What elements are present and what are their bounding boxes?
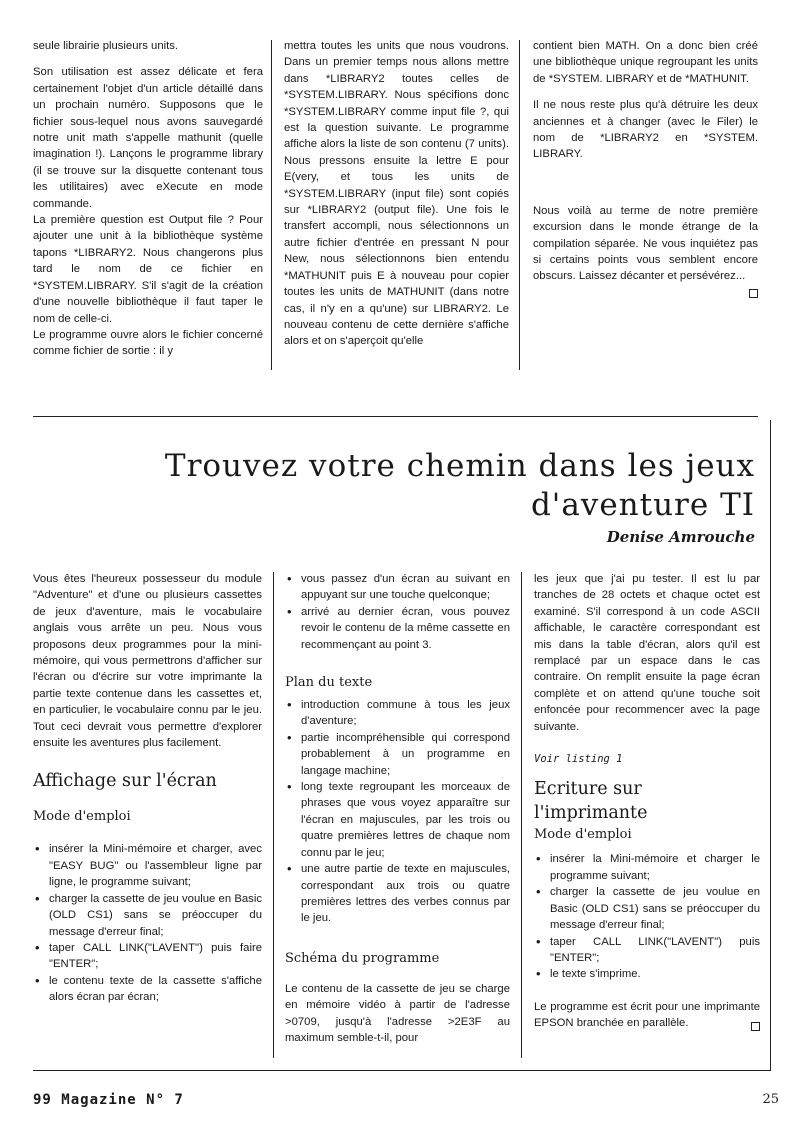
paragraph: mettra toutes les units que nous voudrons. Dans un premier temps nous allons mettre dans *LIBRARY2 toutes celles de *SYSTEM.LIBRARY. Nous spécifions donc *SYSTEM.LIBRARY comme input file ?, qui est la question suivante. Le programme affiche alors la liste de son contenu (7 units). Nous pressons ensuite la lettre E pour E(very, et tous les units de *SYSTEM.LIBRARY (input file) sont copiés sur *LIBRARY2 (output file). Une fois le transfert accompli, nous sélectionnons un autre fichier d'entrée en pressant N pour New, nous sélectionnons bien entendu *MATHUNIT puis E à nouveau pour copier toutes les units de MATHUNIT (dans notre cas, il n'y en a qu'une) sur LIBRARY2. Le nouveau contenu de cette dernière s'affiche alors et on s'aperçoit qu'elle [284, 40, 509, 348]
instruction-list [33, 841, 262, 1005]
paragraph: Le programme est écrit pour une imprimante EPSON branchée en parallèle. [534, 1000, 760, 1030]
paragraph: Nous voilà au terme de notre première excursion dans le monde étrange de la compilation séparée. Ne vous inquiétez pas si certains points vous semblent encore obscurs. Laissez décanter et persévérez... [533, 204, 758, 283]
paragraph: seule librairie plusieurs units. [33, 40, 179, 52]
section-heading: Affichage sur l'écran [33, 771, 217, 792]
top-column-3 [533, 38, 758, 303]
article-column-2 [285, 571, 510, 1046]
intro-paragraph: Vous êtes l'heureux possesseur du module "Adventure" et d'une ou plusieurs cassettes de jeux d'aventure, mais le vocabulaire anglais vous arrête un peu. Nous vous proposons deux programmes pour la mini-mémoire, qui vous permettrons d'afficher sur l'écran ou d'écrire sur votre imprimante la partie texte contenue dans les cassettes et, en particulier, le vocabulaire connu par le jeu. Tout ceci devrait vous permettre d'explorer ensuite les aventures plus facilement. [33, 573, 262, 750]
listing-reference: Voir listing 1 [534, 753, 623, 766]
paragraph: les jeux que j'ai pu tester. Il est lu par tranches de 28 octets et chaque octet est examiné. S'il correspond à un code ASCII affichable, le caractère correspondant est mis dans la table d'écran, alors qu'il est remplacé par un espace dans le cas contraire. On remplit ensuite la page écran complète et on attend qu'une touche soit enfoncée pour recommencer avec la page suivante. [534, 573, 760, 733]
top-column-1 [33, 38, 263, 360]
list-item: • insérer la Mini-mémoire et charger, avec "EASY BUG" ou l'assembleur ligne par ligne, le programme suivant; [49, 841, 262, 890]
paragraph: contient bien MATH. On a donc bien créé une bibliothèque unique regroupant les units de *SYSTEM. LIBRARY et de *MATHUNIT. [533, 40, 758, 85]
magazine-name: 99 Magazine N° 7 [33, 1092, 184, 1108]
article-title [35, 447, 755, 525]
list-item: • long texte regroupant les morceaux de phrases que vous voyez apparaître sur l'écran en majuscules, par les trois ou quatre premières lettres de chaque nom connu par le jeu; [301, 779, 510, 861]
section-divider [33, 416, 758, 417]
list-item: • une autre partie de texte en majuscules, correspondant aux trois ou quatre premières lettres des verbes connus par le jeu. [301, 861, 510, 927]
list-item: • insérer la Mini-mémoire et charger le programme suivant; [550, 851, 760, 884]
list-item: • introduction commune à tous les jeux d'aventure; [301, 697, 510, 730]
top-column-2 [284, 38, 509, 350]
list-item: • arrivé au dernier écran, vous pouvez revoir le contenu de la même cassette en recommençant au point 3. [301, 604, 510, 653]
page-number: 25 [762, 1092, 779, 1107]
subsection-heading: Plan du texte [285, 675, 373, 691]
paragraph: Le programme ouvre alors le fichier concerné comme fichier de sortie : il y [33, 328, 263, 358]
article-column-3 [534, 571, 760, 1036]
list-item: • taper CALL LINK("LAVENT") puis faire "ENTER"; [49, 940, 262, 973]
column-divider [521, 572, 522, 1058]
subsection-heading: Mode d'emploi [33, 809, 131, 825]
plan-list [285, 697, 510, 927]
paragraph: La première question est Output file ? Pour ajouter une unit à la bibliothèque système tapons *LIBRARY2. Nous changerons plus tard le nom de ce fichier en *SYSTEM.LIBRARY. S'il s'agit de la création d'une nouvelle bibliothèque il faut taper le nom de celle-ci. [33, 214, 263, 325]
heading-line: Ecriture sur [534, 779, 642, 800]
paragraph: Le contenu de la cassette de jeu se charge en mémoire vidéo à partir de l'adresse >0709, jusqu'à l'adresse >2E3F au maximum semble-t-il, pour [285, 982, 510, 1044]
list-item: • partie incompréhensible qui correspond probablement à un programme en langage machine; [301, 730, 510, 779]
article-author: Denise Amrouche [606, 528, 755, 546]
list-item: • le texte s'imprime. [550, 966, 760, 982]
title-line: Trouvez votre chemin dans les jeux [164, 448, 755, 484]
frame-line [770, 420, 771, 1070]
column-divider [273, 572, 274, 1058]
paragraph: Son utilisation est assez délicate et fera certainement l'objet d'un article détaillé dans un prochain numéro. Supposons que le fichier sous-lequel nous avons sauvegardé notre unit math s'appelle mathunit (quelle imagination !). Lançons le programme library (il se trouve sur la disquette contenant tous les utilitaires) avec eXecute en mode commande. [33, 66, 263, 210]
paragraph: Il ne nous reste plus qu'à détruire les deux anciennes et à changer (avec le Filer) le nom de *LIBRARY2 en *SYSTEM. LIBRARY. [533, 99, 758, 161]
section-heading [534, 777, 760, 825]
subsection-heading: Mode d'emploi [534, 827, 632, 843]
list-item: • taper CALL LINK("LAVENT") puis "ENTER"; [550, 934, 760, 967]
list-item: • vous passez d'un écran au suivant en appuyant sur une touche quelconque; [301, 571, 510, 604]
title-line: d'aventure TI [530, 487, 755, 523]
heading-line: l'imprimante [534, 803, 648, 824]
end-of-article-mark [751, 1022, 760, 1031]
end-of-article-mark [749, 289, 758, 298]
list-item: • le contenu texte de la cassette s'affiche alors écran par écran; [49, 973, 262, 1006]
subsection-heading: Schéma du programme [285, 950, 440, 966]
column-divider [519, 40, 520, 370]
list-item: • charger la cassette de jeu voulue en Basic (OLD CS1) sans se préoccuper du message d'erreur final; [550, 884, 760, 933]
list-item: • charger la cassette de jeu voulue en Basic (OLD CS1) sans se préoccuper du message d'erreur final; [49, 891, 262, 940]
frame-line [33, 1070, 771, 1071]
article-column-1 [33, 571, 262, 1006]
column-divider [271, 40, 272, 370]
instruction-list [285, 571, 510, 653]
instruction-list [534, 851, 760, 982]
